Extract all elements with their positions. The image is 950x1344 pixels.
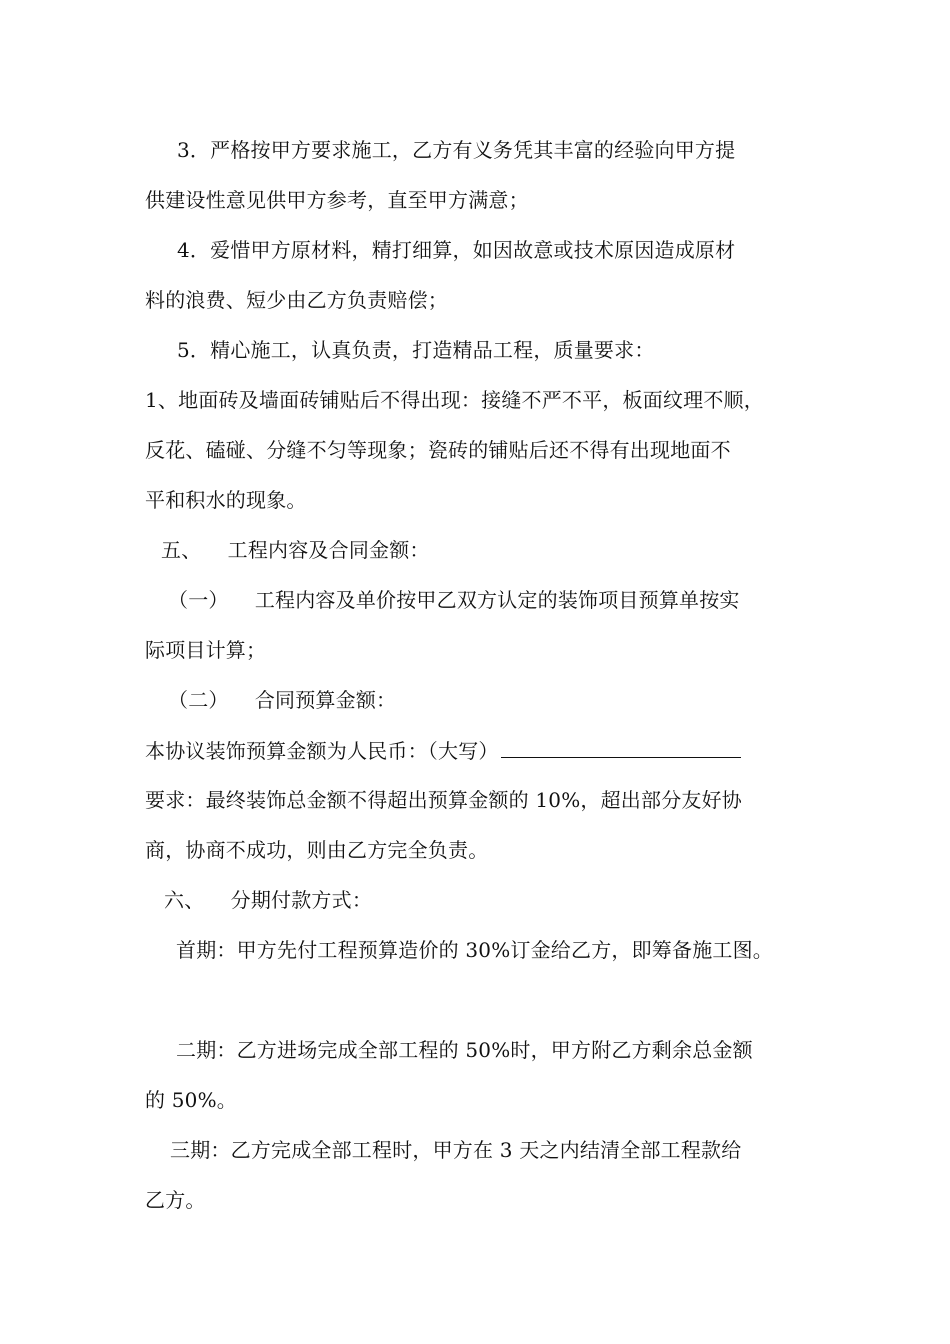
clause-3-line-2: 供建设性意见供甲方参考，直至甲方满意； [145, 188, 529, 212]
budget-amount-label: 本协议装饰预算金额为人民币：（大写） [145, 739, 499, 763]
requirement-line-1: 要求：最终装饰总金额不得超出预算金额的 10%，超出部分友好协 [145, 788, 743, 812]
quality-req-line-3: 平和积水的现象。 [145, 488, 307, 512]
quality-req-line-1: 1、地面砖及墙面砖铺贴后不得出现：接缝不严不平，板面纹理不顺， [145, 388, 764, 412]
item-1-line-1: （一） 工程内容及单价按甲乙双方认定的装饰项目预算单按实 [168, 588, 740, 612]
requirement-line-2: 商，协商不成功，则由乙方完全负责。 [145, 838, 489, 862]
installment-3-line-1: 三期：乙方完成全部工程时，甲方在 3 天之内结清全部工程款给 [170, 1138, 742, 1162]
clause-4-line-1: 4．爱惜甲方原材料，精打细算，如因故意或技术原因造成原材 [177, 238, 736, 262]
amount-blank-field [501, 737, 741, 758]
installment-2-line-2: 的 50%。 [145, 1088, 238, 1112]
section-5-heading: 五、 工程内容及合同金额： [161, 538, 430, 562]
clause-4-line-2: 料的浪费、短少由乙方负责赔偿； [145, 288, 448, 312]
item-2-heading: （二） 合同预算金额： [168, 688, 397, 712]
item-1-line-2: 际项目计算； [145, 638, 267, 662]
quality-req-line-2: 反花、磕碰、分缝不匀等现象；瓷砖的铺贴后还不得有出现地面不 [145, 438, 731, 462]
clause-5-line: 5．精心施工，认真负责，打造精品工程，质量要求： [177, 338, 655, 362]
installment-3-line-2: 乙方。 [145, 1188, 206, 1212]
installment-2-line-1: 二期：乙方进场完成全部工程的 50%时，甲方附乙方剩余总金额 [176, 1038, 753, 1062]
installment-1: 首期：甲方先付工程预算造价的 30%订金给乙方，即筹备施工图。 [176, 938, 774, 962]
budget-amount-line [145, 737, 741, 764]
section-6-heading: 六、 分期付款方式： [164, 888, 373, 912]
clause-3-line-1: 3．严格按甲方要求施工，乙方有义务凭其丰富的经验向甲方提 [177, 138, 736, 162]
